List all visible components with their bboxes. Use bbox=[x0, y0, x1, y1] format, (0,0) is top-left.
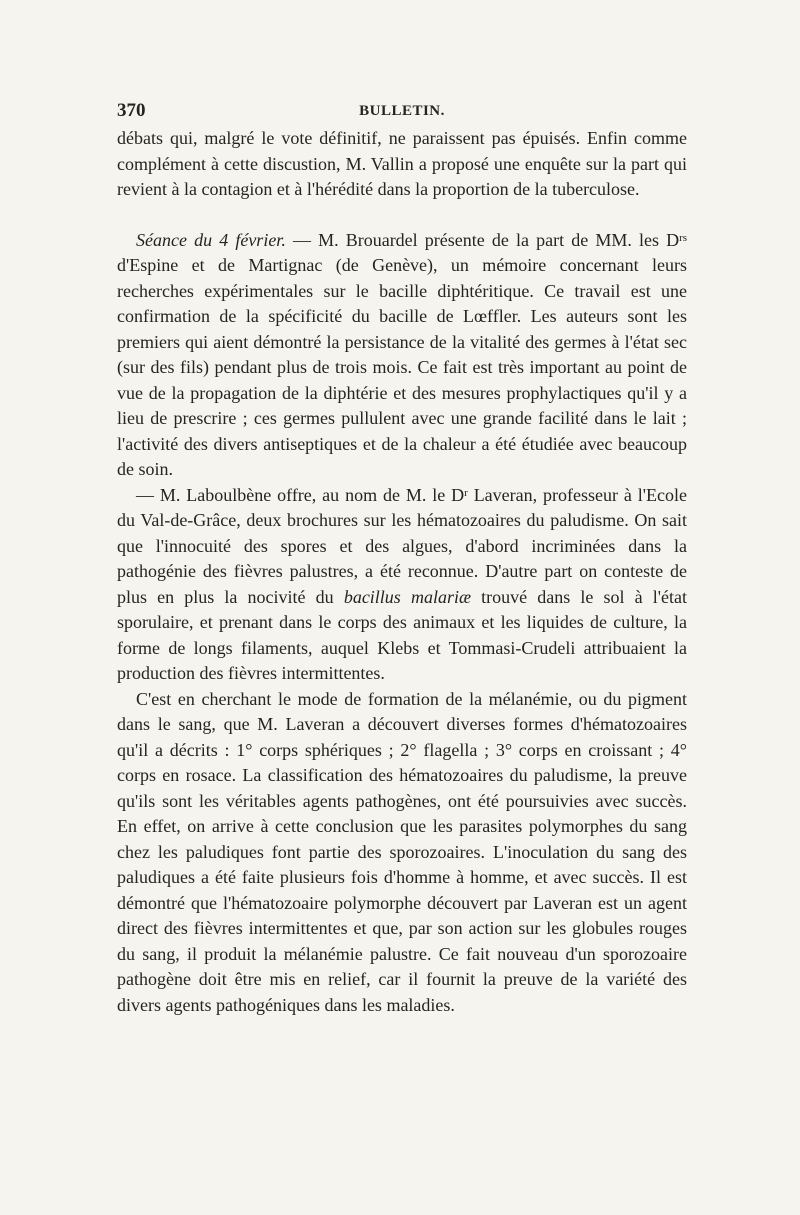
seance-text-1: M. Brouardel présente de la part de MM. les D bbox=[318, 229, 680, 250]
laboulbene-superscript: r bbox=[464, 486, 468, 499]
page-number: 370 bbox=[117, 100, 146, 121]
laboulbene-text-3: trouvé dans le sol à l'état sporulaire, et prenant dans le corps des animaux et les liquides de culture, la forme de longs filaments, auquel Klebs et Tommasi-Crudeli attribuaient la production des fièvres intermittentes. bbox=[117, 586, 687, 683]
page-header bbox=[117, 100, 687, 126]
paragraph-melanemie: C'est en cherchant le mode de formation de la mélanémie, ou du pigment dans le sang, que M. Laveran a découvert diverses formes d'hématozoaires qu'il a décrits : 1° corps sphériques ; 2° flagella ; 3° corps en croissant ; 4° corps en rosace. La classification des hématozoaires du paludisme, la preuve qu'ils sont les véritables agents pathogènes, ont été poursuivies avec succès. En effet, on arrive à cette conclusion que les parasites polymorphes du sang chez les paludiques font partie des sporozoaires. L'inoculation du sang des paludiques a été faite plusieurs fois d'homme à homme, et avec succès. Il est démontré que l'hématozoaire polymorphe découvert par Laveran est un agent direct des fièvres intermittentes et que, par son action sur les globules rouges du sang, il produit la mélanémie palustre. Ce fait nouveau d'un sporozoaire pathogène doit être mis en relief, car il fournit la preuve de la variété des divers agents pathogéniques dans les maladies. bbox=[117, 688, 687, 1015]
seance-heading: Séance du 4 février. bbox=[136, 229, 286, 250]
laboulbene-text-1: — M. Laboulbène offre, au nom de M. le D bbox=[136, 484, 465, 505]
seance-superscript: rs bbox=[679, 231, 688, 244]
laboulbene-italic-term: bacillus malariæ bbox=[343, 586, 471, 607]
body-text bbox=[117, 126, 687, 1018]
running-head: BULLETIN. bbox=[359, 103, 445, 119]
seance-dash: — bbox=[285, 229, 319, 250]
seance-text-2: d'Espine et de Martignac (de Genève), un mémoire concernant leurs recherches expérimentales sur le bacille diphtéritique. Ce travail est une confirmation de la spécificité du bacille de Lœffler. Les auteurs sont les premiers qui aient démontré la persistance de la vitalité des germes à l'état sec (sur des fils) pendant plus de trois mois. Ce fait est très important au point de vue de la propagation de la diphtérie et des mesures prophylactiques qu'il y a lieu de prescrire ; ces germes pullulent avec une grande facilité dans le lait ; l'activité des divers antiseptiques et de la chaleur a été étudiée avec beaucoup de soin. bbox=[117, 255, 687, 479]
paragraph-continuation: débats qui, malgré le vote définitif, ne paraissent pas épuisés. Enfin comme complément à cette discustion, M. Vallin a proposé une enquête sur la part qui revient à la contagion et à l'hérédité dans la proportion de la tuberculose. bbox=[117, 128, 687, 199]
paragraph-seance bbox=[117, 228, 687, 483]
laboulbene-text-2: Laveran, professeur à l'Ecole du Val-de-Grâce, deux brochures sur les hématozoaires du paludisme. On sait que l'innocuité des spores et des algues, d'abord incriminées dans la pathogénie des fièvres palustres, a été reconnue. D'autre part on conteste de plus en plus la nocivité du bbox=[117, 484, 688, 607]
paragraph-laboulbene bbox=[117, 483, 687, 687]
